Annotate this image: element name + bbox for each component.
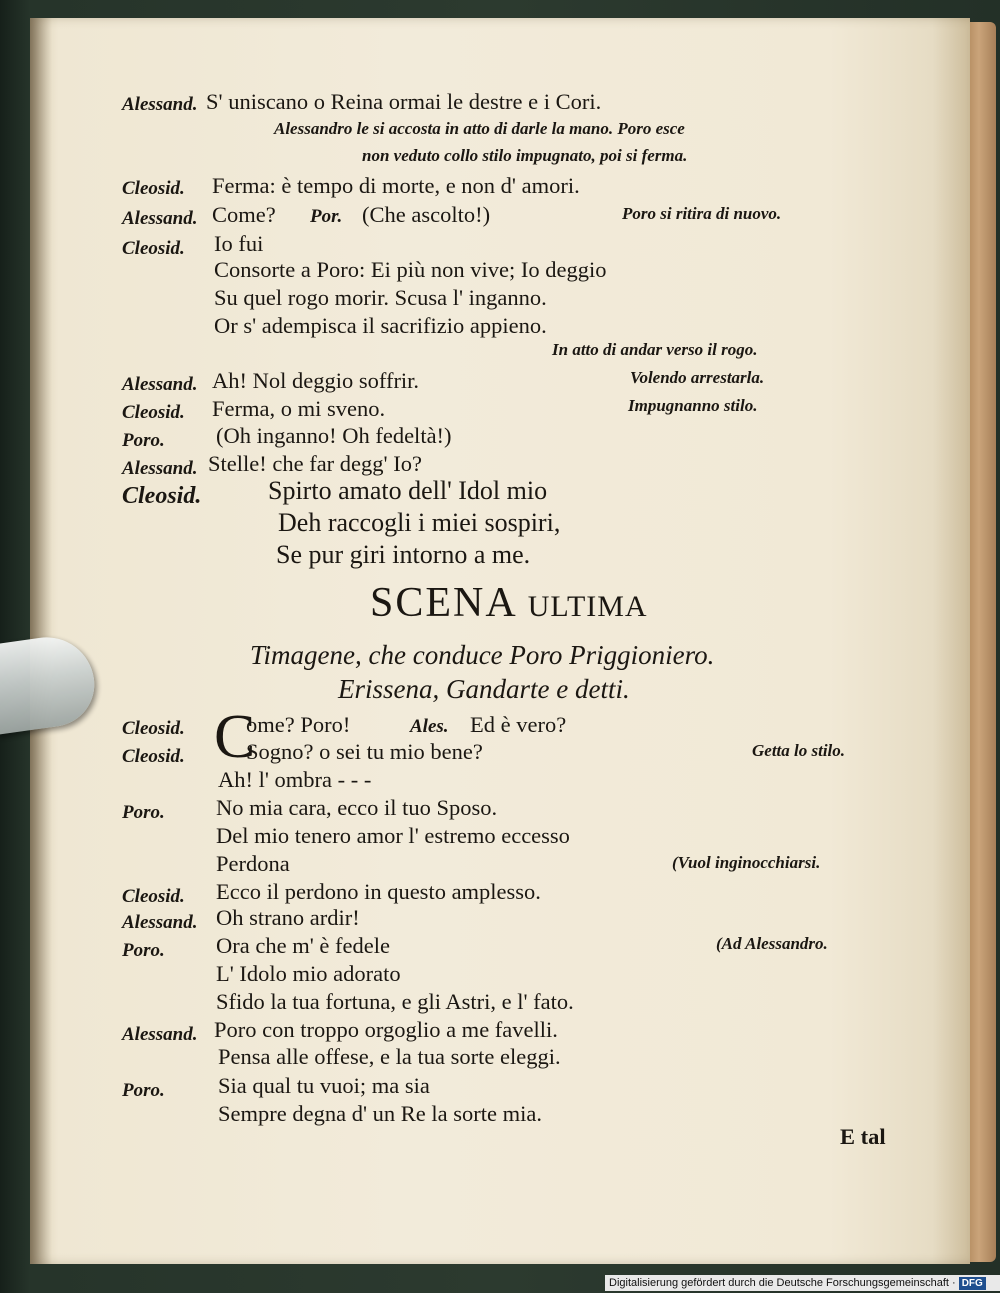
scene-title-qualifier: ULTIMA <box>527 590 648 623</box>
verse-line: Oh strano ardir! <box>216 905 360 930</box>
speaker-label: Alessand. <box>122 374 198 395</box>
verse-line: Ah! Nol deggio soffrir. <box>212 368 420 393</box>
verse-line: (Oh inganno! Oh fedeltà!) <box>216 423 452 448</box>
verse-line: Ferma: è tempo di morte, e non d' amori. <box>212 173 580 198</box>
verse-line: Io fui <box>214 231 264 256</box>
speaker-label: Poro. <box>122 802 165 823</box>
stage-direction: Alessandro le si accosta in atto di darle la mano. Poro esce <box>274 119 685 138</box>
aria-line: Deh raccogli i miei sospiri, <box>278 508 561 537</box>
speaker-label: Cleosid. <box>122 402 185 423</box>
verse-line: Sia qual tu vuoi; ma sia <box>218 1073 430 1098</box>
verse-line: Ah! l' ombra - - - <box>218 767 372 792</box>
verse-line: Come? <box>212 202 276 227</box>
stage-direction: Getta lo stilo. <box>752 741 846 760</box>
digitization-footer <box>605 1275 1000 1291</box>
verse-line: No mia cara, ecco il tuo Sposo. <box>216 795 498 820</box>
verse-line: Ed è vero? <box>470 712 567 737</box>
scene-characters: Erissena, Gandarte e detti. <box>338 674 630 704</box>
aria-line: Spirto amato dell' Idol mio <box>268 476 548 505</box>
verse-line: (Che ascolto!) <box>362 202 491 227</box>
verse-line: Consorte a Poro: Ei più non vive; Io deggio <box>214 257 607 282</box>
stage-direction: (Vuol inginocchiarsi. <box>672 853 821 872</box>
verse-line: Or s' adempisca il sacrifizio appieno. <box>214 313 547 338</box>
verse-line: Su quel rogo morir. Scusa l' inganno. <box>214 285 547 310</box>
speaker-label: Alessand. <box>122 458 198 479</box>
speaker-label: Cleosid. <box>122 238 185 259</box>
verse-line: L' Idolo mio adorato <box>216 961 401 986</box>
verse-line: Sogno? o sei tu mio bene? <box>246 739 483 764</box>
stage-direction: Poro si ritira di nuovo. <box>622 204 782 223</box>
verse-line: ome? Poro! <box>246 712 351 737</box>
drop-cap: C <box>214 703 256 771</box>
speaker-label: Cleosid. <box>122 746 185 767</box>
verse-line: Stelle! che far degg' Io? <box>208 451 422 476</box>
scene-characters: Timagene, che conduce Poro Priggioniero. <box>250 640 715 670</box>
verse-line: Ora che m' è fedele <box>216 933 390 958</box>
aria-line: Se pur giri intorno a me. <box>276 540 531 569</box>
speaker-label: Alessand. <box>122 208 198 229</box>
catchword: E tal <box>840 1124 886 1149</box>
stage-direction: In atto di andar verso il rogo. <box>552 340 758 359</box>
verse-line: Sempre degna d' un Re la sorte mia. <box>218 1101 542 1126</box>
verse-line: Ferma, o mi sveno. <box>212 396 386 421</box>
speaker-label: Alessand. <box>122 912 198 933</box>
stage-direction: Volendo arrestarla. <box>630 368 765 387</box>
scene-heading <box>370 579 648 627</box>
stage-direction: (Ad Alessandro. <box>716 934 828 953</box>
speaker-label: Poro. <box>122 1080 165 1101</box>
stage-direction: Impugnanno stilo. <box>628 396 758 415</box>
dfg-logo: DFG <box>959 1277 986 1290</box>
speaker-label: Poro. <box>122 940 165 961</box>
speaker-label: Por. <box>310 206 343 227</box>
speaker-label: Cleosid. <box>122 178 185 199</box>
verse-line: S' uniscano o Reina ormai le destre e i Cori. <box>206 89 602 114</box>
speaker-label: Cleosid. <box>122 718 185 739</box>
verse-line: Perdona <box>216 851 290 876</box>
footer-text: Digitalisierung gefördert durch die Deutsche Forschungsgemeinschaft · <box>609 1277 956 1289</box>
speaker-label: Cleosid. <box>122 483 202 509</box>
speaker-label: Alessand. <box>122 94 198 115</box>
scene-title: SCENA <box>370 580 518 626</box>
stage-direction: non veduto collo stilo impugnato, poi si ferma. <box>362 146 688 165</box>
verse-line: Del mio tenero amor l' estremo eccesso <box>216 823 570 848</box>
speaker-label: Poro. <box>122 430 165 451</box>
speaker-label: Alessand. <box>122 1024 198 1045</box>
verse-line: Pensa alle offese, e la tua sorte eleggi. <box>218 1044 561 1069</box>
speaker-label: Ales. <box>410 716 449 737</box>
verse-line: Poro con troppo orgoglio a me favelli. <box>214 1017 558 1042</box>
verse-line: Ecco il perdono in questo amplesso. <box>216 879 541 904</box>
verse-line: Sfido la tua fortuna, e gli Astri, e l' fato. <box>216 989 574 1014</box>
speaker-label: Cleosid. <box>122 886 185 907</box>
